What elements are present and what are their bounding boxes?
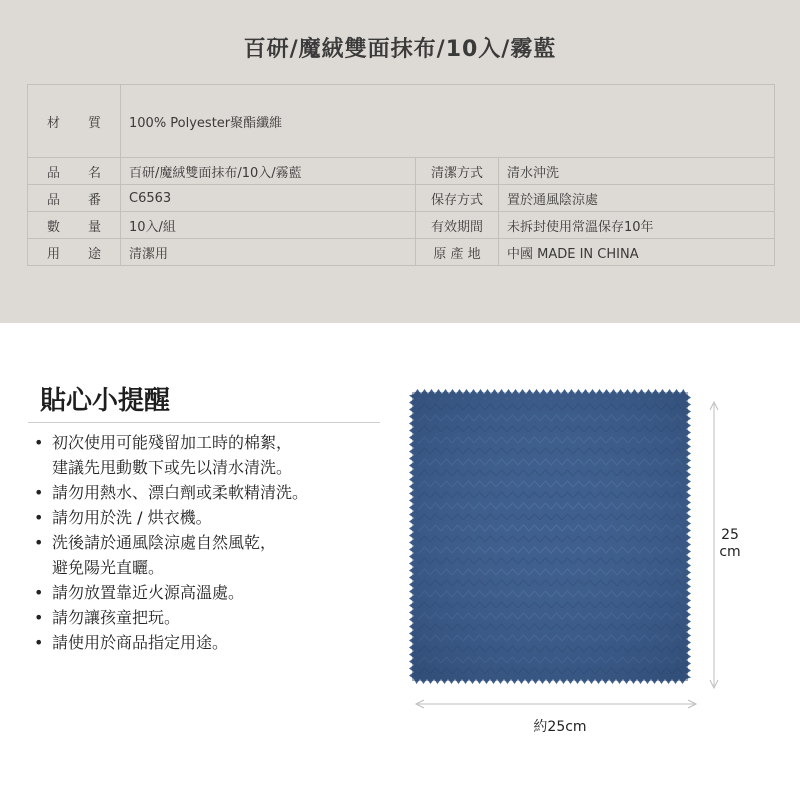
expiry-label: 有效期間	[416, 212, 499, 239]
spec-row-name	[28, 158, 775, 185]
expiry-value: 未拆封使用常溫保存10年	[499, 212, 775, 239]
tips-title: 貼心小提醒	[40, 386, 171, 416]
material-label: 材 質	[28, 85, 121, 158]
spec-row-material	[28, 85, 775, 158]
bullet-icon: •	[34, 483, 44, 502]
bullet-icon: •	[34, 583, 44, 602]
spec-row-qty	[28, 212, 775, 239]
tip-item: • 請勿讓孩童把玩。	[32, 605, 308, 630]
tips-divider	[28, 422, 380, 423]
number-label: 品 番	[28, 185, 121, 212]
spec-table	[27, 84, 775, 266]
clean-label: 清潔方式	[416, 158, 499, 185]
number-value: C6563	[121, 185, 416, 212]
bullet-icon: •	[34, 433, 44, 452]
tip-item: • 初次使用可能殘留加工時的棉絮， 建議先甩動數下或先以清水清洗。	[32, 430, 308, 480]
tips-list	[32, 430, 308, 655]
spec-row-use	[28, 239, 775, 266]
clean-value: 清水沖洗	[499, 158, 775, 185]
vertical-dimension-label: 25 cm	[719, 527, 741, 560]
cloth-shading	[412, 392, 688, 681]
use-label: 用 途	[28, 239, 121, 266]
tip-item: • 洗後請於通風陰涼處自然風乾， 避免陽光直曬。	[32, 530, 308, 580]
bullet-icon: •	[34, 533, 44, 552]
use-value: 清潔用	[121, 239, 416, 266]
product-title: 百研/魔絨雙面抹布/10入/霧藍	[243, 37, 557, 62]
qty-value: 10入/組	[121, 212, 416, 239]
tip-item: • 請勿放置靠近火源高溫處。	[32, 580, 308, 605]
material-value: 100% Polyester聚酯纖維	[121, 85, 775, 158]
bullet-icon: •	[34, 633, 44, 652]
tip-item: • 請使用於商品指定用途。	[32, 630, 308, 655]
storage-value: 置於通風陰涼處	[499, 185, 775, 212]
origin-label: 原 產 地	[416, 239, 499, 266]
spec-section	[0, 0, 800, 323]
spec-row-number	[28, 185, 775, 212]
horizontal-dimension-arrow	[414, 698, 698, 710]
storage-label: 保存方式	[416, 185, 499, 212]
bullet-icon: •	[34, 508, 44, 527]
origin-value: 中國 MADE IN CHINA	[499, 239, 775, 266]
name-value: 百研/魔絨雙面抹布/10入/霧藍	[121, 158, 416, 185]
name-label: 品 名	[28, 158, 121, 185]
tip-item: • 請勿用於洗 / 烘衣機。	[32, 505, 308, 530]
bullet-icon: •	[34, 608, 44, 627]
horizontal-dimension-label: 約25cm	[533, 719, 587, 735]
tip-item: • 請勿用熱水、漂白劑或柔軟精清洗。	[32, 480, 308, 505]
qty-label: 數 量	[28, 212, 121, 239]
cloth-image	[408, 388, 692, 685]
cloth-svg	[408, 388, 692, 685]
